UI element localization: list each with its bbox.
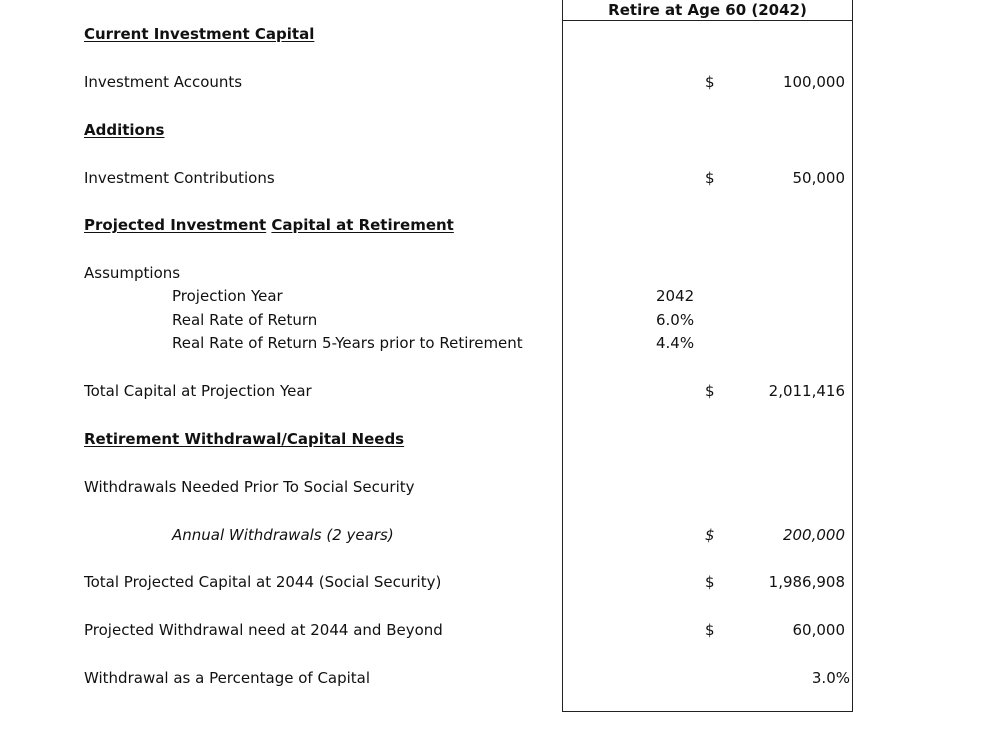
row-label-withdrawal-need-2044: Projected Withdrawal need at 2044 and Beyond <box>84 621 443 639</box>
projection-column-box <box>562 0 853 712</box>
value-total-projected-2044: 1,986,908 <box>768 573 845 591</box>
section-projected-capital-part1: Projected Investment <box>84 216 267 234</box>
row-label-total-projected-2044: Total Projected Capital at 2044 (Social Security) <box>84 573 442 591</box>
section-withdrawal-needs: Retirement Withdrawal/Capital Needs <box>84 430 405 448</box>
section-additions: Additions <box>84 121 165 139</box>
row-label-total-capital: Total Capital at Projection Year <box>84 382 312 400</box>
value-annual-withdrawals: 200,000 <box>782 526 845 544</box>
value-withdrawal-pct: 3.0% <box>811 669 850 687</box>
row-label-projection-year: Projection Year <box>172 287 283 305</box>
column-header-divider <box>562 20 853 21</box>
section-projected-capital <box>84 216 454 234</box>
row-label-investment-accounts: Investment Accounts <box>84 73 243 91</box>
currency-symbol: $ <box>705 621 715 639</box>
column-header: Retire at Age 60 (2042) <box>608 1 807 19</box>
row-label-assumptions: Assumptions <box>84 264 181 282</box>
section-current-investment-capital: Current Investment Capital <box>84 25 315 43</box>
value-total-capital: 2,011,416 <box>768 382 845 400</box>
value-projection-year: 2042 <box>656 287 695 305</box>
row-label-real-rate: Real Rate of Return <box>172 311 318 329</box>
row-label-withdrawal-pct: Withdrawal as a Percentage of Capital <box>84 669 371 687</box>
currency-symbol: $ <box>705 73 715 91</box>
value-real-rate: 6.0% <box>656 311 695 329</box>
value-investment-accounts: 100,000 <box>782 73 845 91</box>
currency-symbol: $ <box>705 169 715 187</box>
row-label-annual-withdrawals: Annual Withdrawals (2 years) <box>172 526 394 544</box>
value-withdrawal-need-2044: 60,000 <box>792 621 845 639</box>
value-investment-contributions: 50,000 <box>792 169 845 187</box>
row-label-investment-contributions: Investment Contributions <box>84 169 275 187</box>
row-label-real-rate-5yr: Real Rate of Return 5-Years prior to Retirement <box>172 334 523 352</box>
row-label-withdrawals-prior-ss: Withdrawals Needed Prior To Social Security <box>84 478 415 496</box>
currency-symbol: $ <box>705 526 715 544</box>
section-projected-capital-part2: Capital at Retirement <box>271 216 454 234</box>
currency-symbol: $ <box>705 382 715 400</box>
value-real-rate-5yr: 4.4% <box>656 334 695 352</box>
currency-symbol: $ <box>705 573 715 591</box>
